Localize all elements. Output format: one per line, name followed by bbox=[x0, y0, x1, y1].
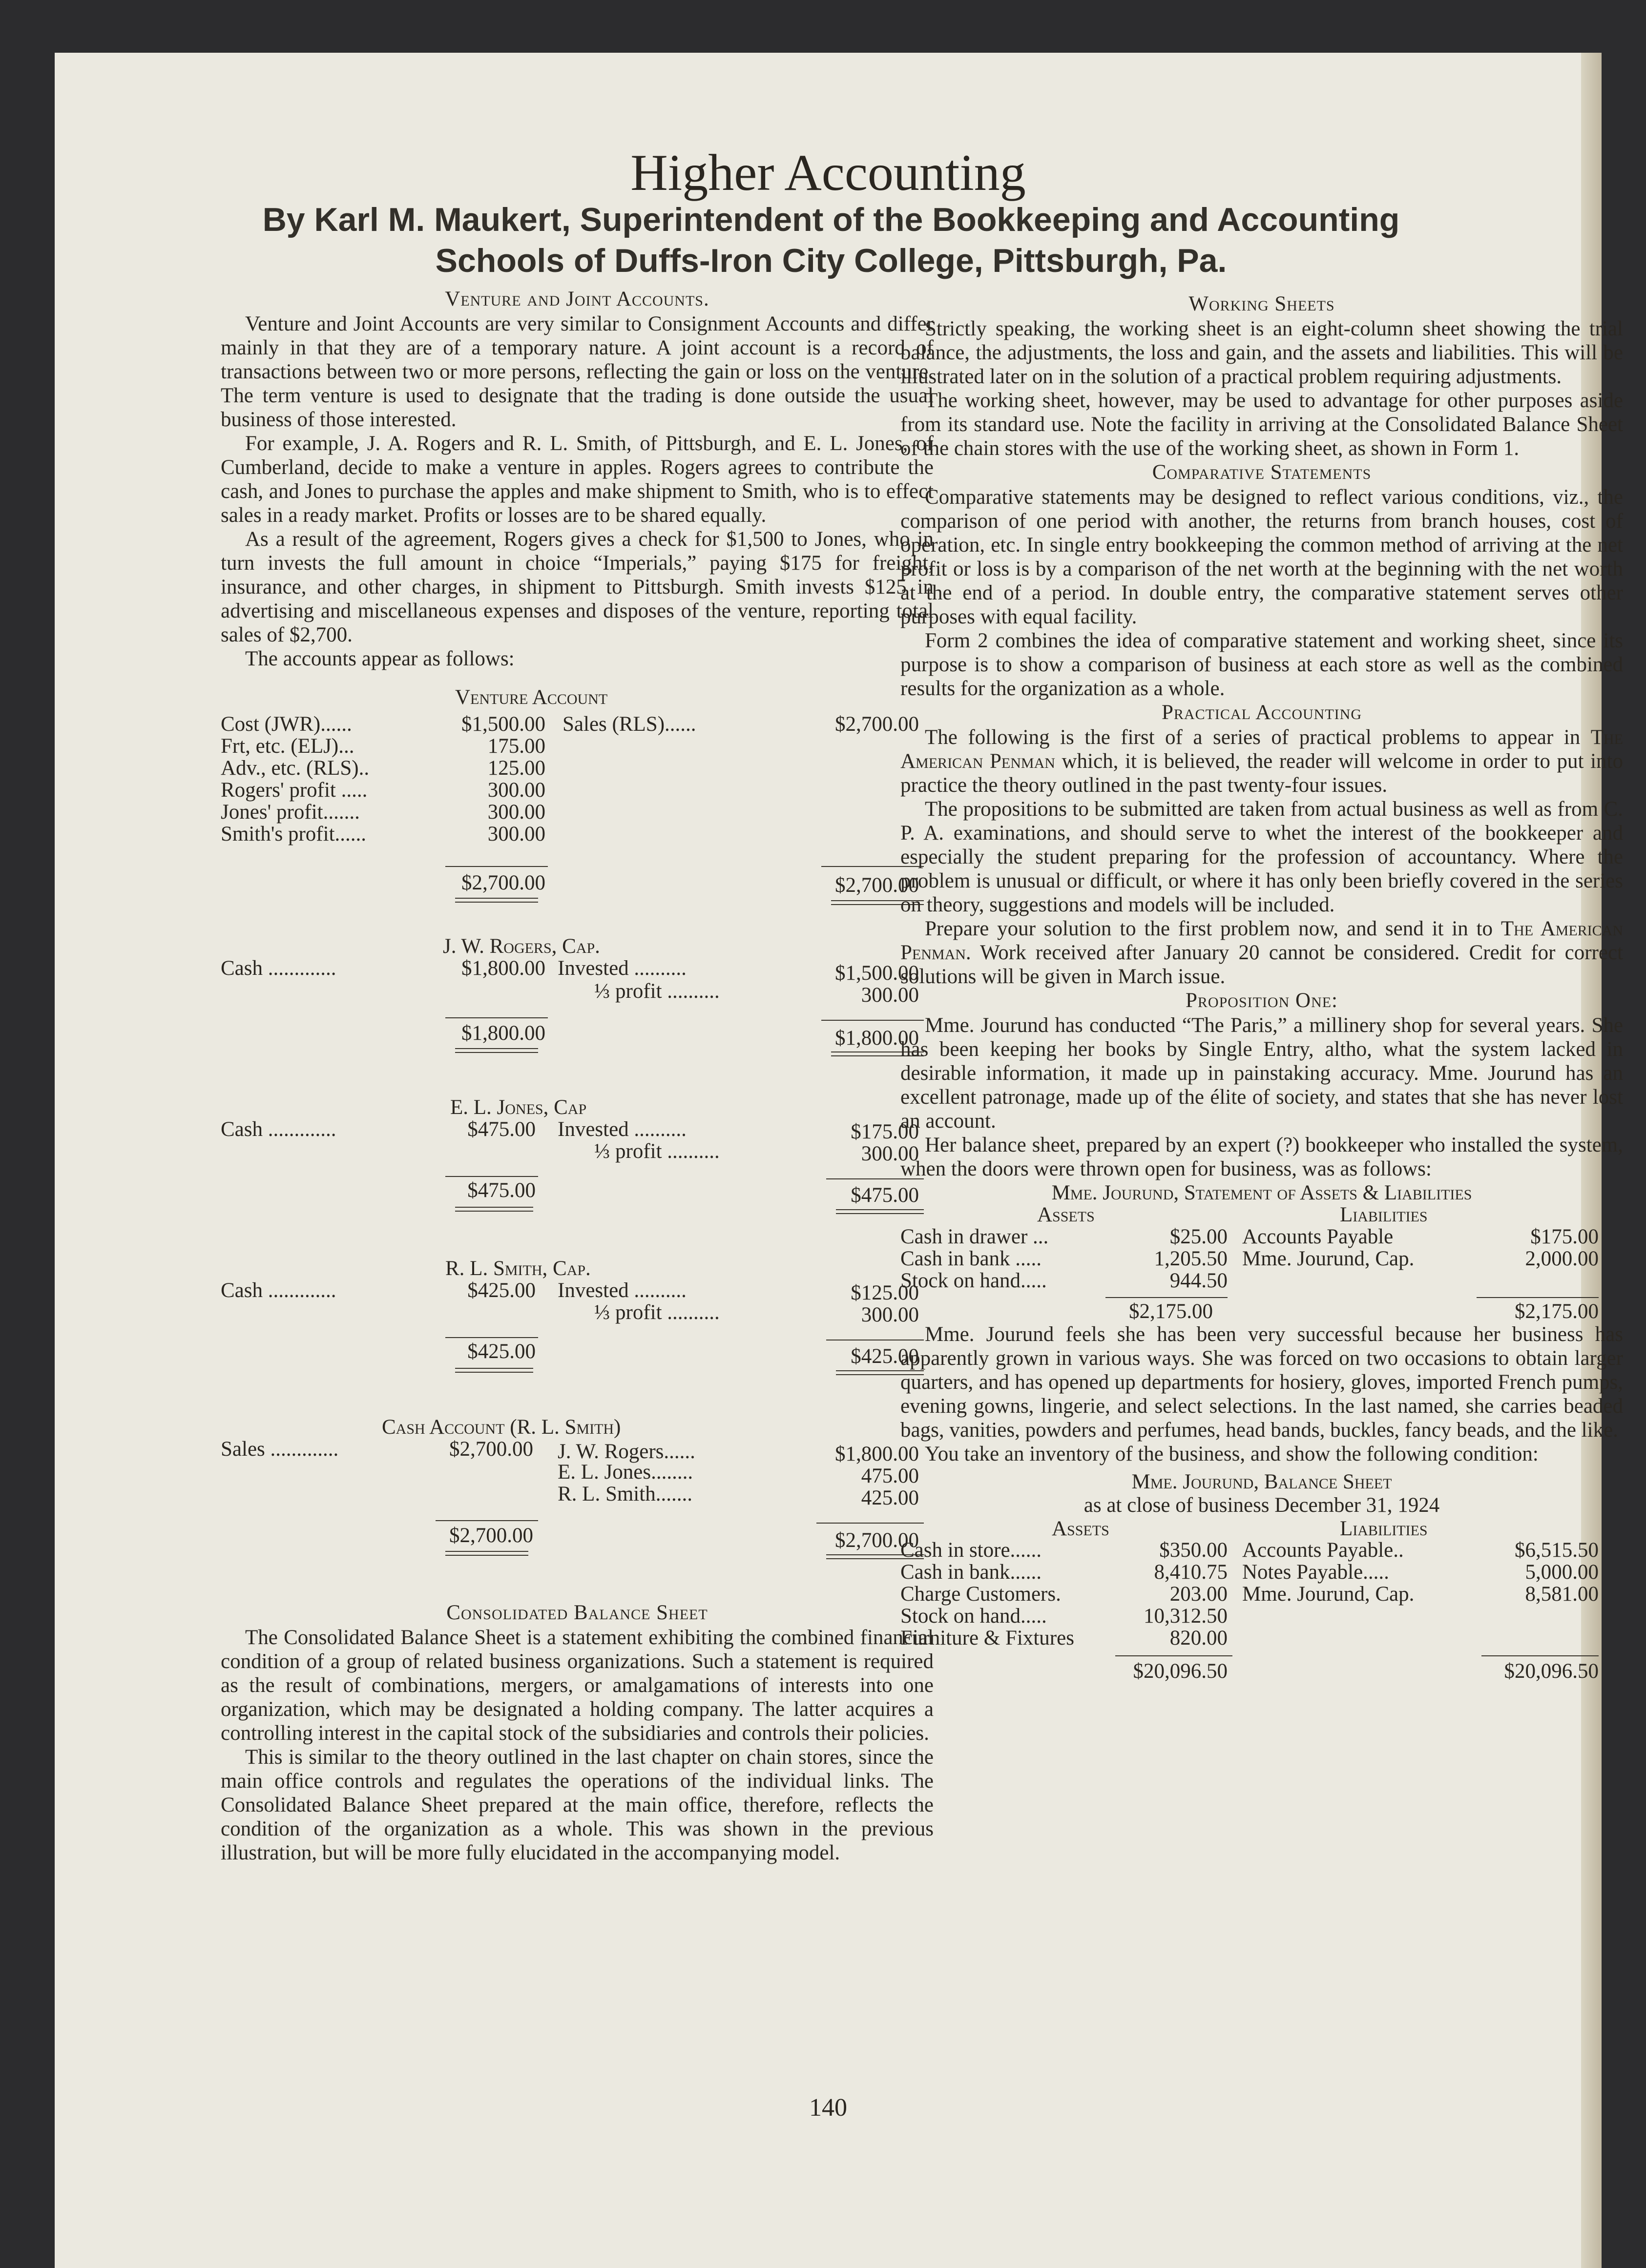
total-rule bbox=[1477, 1297, 1599, 1298]
balance-sheet bbox=[900, 1470, 1623, 1694]
asset-label: Stock on hand..... bbox=[900, 1605, 1047, 1628]
paragraph: The propositions to be submitted are taken from actual business as well as from C. P. A. examinations, and should serve to whet the interest of the bookkeeper and especially the student preparing for the profession of accountancy. Where the problem is unusual or difficult, or where it has only been briefly covered in the series on theory, suggestions and models will be included. bbox=[900, 798, 1623, 916]
total-rule bbox=[1105, 1297, 1228, 1298]
asset-label: Charge Customers. bbox=[900, 1583, 1061, 1606]
section-heading: Venture and Joint Accounts. bbox=[445, 288, 709, 310]
section-heading: Working Sheets bbox=[1188, 292, 1335, 315]
liabilities-heading: Liabilities bbox=[1340, 1517, 1428, 1540]
asset-label: Cash in store...... bbox=[900, 1539, 1042, 1562]
asset-amount: 820.00 bbox=[1169, 1627, 1228, 1649]
balance-sheet-heading: Mme. Jourund, Balance Sheet bbox=[1131, 1470, 1392, 1493]
ledger-total: $475.00 bbox=[851, 1184, 919, 1207]
liabilities-heading: Liabilities bbox=[1340, 1203, 1428, 1226]
asset-label: Cash in bank ..... bbox=[900, 1247, 1042, 1270]
total-rule bbox=[445, 1017, 548, 1018]
asset-amount: 944.50 bbox=[1169, 1269, 1228, 1292]
total-rule bbox=[1115, 1655, 1232, 1656]
ledger-total: $1,800.00 bbox=[835, 1027, 919, 1050]
liability-amount: 5,000.00 bbox=[1525, 1561, 1599, 1584]
paragraph: For example, J. A. Rogers and R. L. Smith, of Pittsburgh, and E. L. Jones, of Cumberland, decide to make a venture in apples. Rogers agrees to contribute the cash, and Jones to purchase the apples and make shipment to Smith, who is to effect sales in a ready market. Profits or losses are to be shared equally. bbox=[221, 432, 934, 527]
ledger-label: Jones' profit....... bbox=[221, 801, 360, 824]
ledger-amount: $1,800.00 bbox=[461, 957, 545, 980]
magazine-name: The American Penman bbox=[900, 726, 1623, 773]
liability-label: Notes Payable..... bbox=[1242, 1561, 1389, 1584]
ledger-label: Rogers' profit ..... bbox=[221, 779, 368, 802]
ledger-label: Invested .......... bbox=[558, 1279, 687, 1302]
ledger-label: E. L. Jones........ bbox=[558, 1461, 693, 1484]
ledger-amount: 475.00 bbox=[861, 1464, 919, 1487]
paragraph-text: Work received after January 20 cannot be considered. Credit for correct solutions will be given in March issue. bbox=[900, 941, 1623, 988]
section-heading: Practical Accounting bbox=[1161, 701, 1362, 724]
ledger-amount: 125.00 bbox=[487, 757, 545, 780]
ledger-amount: 300.00 bbox=[487, 823, 545, 845]
assets-heading: Assets bbox=[1037, 1203, 1095, 1226]
ledger-amount: $2,700.00 bbox=[835, 713, 919, 736]
paragraph: The working sheet, however, may be used to advantage for other purposes aside from its standard use. Note the facility in arriving at the Consolidated Balance Sheet of the chain stores with the use of the working sheet, as shown in Form 1. bbox=[900, 389, 1623, 460]
assets-total: $20,096.50 bbox=[1133, 1660, 1228, 1683]
ledger-total: $475.00 bbox=[467, 1179, 536, 1202]
ledger-amount: 175.00 bbox=[487, 735, 545, 758]
ledger-amount: $125.00 bbox=[851, 1281, 919, 1304]
asset-label: Cash in bank...... bbox=[900, 1561, 1042, 1584]
asset-amount: 203.00 bbox=[1169, 1583, 1228, 1606]
ledger-label: J. W. Rogers...... bbox=[558, 1440, 695, 1463]
balance-sheet-date: as at close of business December 31, 1924 bbox=[1083, 1494, 1440, 1517]
ledger-label: Cash ............. bbox=[221, 1279, 336, 1302]
ledger-label: Invested .......... bbox=[558, 1118, 687, 1141]
account-heading: E. L. Jones, Cap bbox=[450, 1096, 587, 1119]
liability-label: Mme. Jourund, Cap. bbox=[1242, 1247, 1415, 1270]
asset-amount: 8,410.75 bbox=[1154, 1561, 1228, 1584]
paragraph-text: which, it is believed, the reader will welcome in order to put into practice the theory outlined in the past twenty-four issues. bbox=[900, 750, 1623, 797]
ledger-amount: $1,500.00 bbox=[461, 713, 545, 736]
ledger-label: ⅓ profit .......... bbox=[594, 1301, 720, 1324]
ledger-total: $425.00 bbox=[467, 1340, 536, 1363]
ledger-amount: $1,500.00 bbox=[835, 962, 919, 985]
double-rule bbox=[455, 1048, 538, 1053]
liability-label: Mme. Jourund, Cap. bbox=[1242, 1583, 1415, 1606]
journal-page bbox=[55, 53, 1623, 2268]
liability-amount: 2,000.00 bbox=[1525, 1247, 1599, 1270]
liability-amount: 8,581.00 bbox=[1525, 1583, 1599, 1606]
account-heading: Cash Account (R. L. Smith) bbox=[382, 1416, 621, 1439]
paragraph: The accounts appear as follows: bbox=[245, 647, 515, 670]
paragraph bbox=[900, 917, 1623, 989]
paragraph: You take an inventory of the business, and show the following condition: bbox=[925, 1443, 1539, 1465]
ledger-label: Frt, etc. (ELJ)... bbox=[221, 735, 354, 758]
paragraph: Form 2 combines the idea of comparative statement and working sheet, since its purpose is to show a comparison of business at each store as well as the combined results for the organization as a whole. bbox=[900, 629, 1623, 700]
asset-amount: 10,312.50 bbox=[1144, 1605, 1228, 1628]
article-byline: By Karl M. Maukert, Superintendent of the Bookkeeping and Accounting Schools of Duffs-Iron City College, Pittsburgh, Pa. bbox=[262, 201, 1400, 279]
total-rule bbox=[436, 1520, 538, 1521]
ledger-label: Sales (RLS)...... bbox=[563, 713, 696, 736]
paragraph: The Consolidated Balance Sheet is a statement exhibiting the combined financial condition of a group of related business organizations. Such a statement is required as the result of combinations, mergers, or amalgamations of interests into one organization, which may be designated a holding company. The latter acquires a controlling interest in the capital stock of the subsidiaries and controls their policies. bbox=[221, 1626, 934, 1745]
ledger-label: Cost (JWR)...... bbox=[221, 713, 352, 736]
liability-amount: $6,515.50 bbox=[1515, 1539, 1599, 1562]
double-rule bbox=[455, 898, 538, 903]
ledger-label: Cash ............. bbox=[221, 957, 336, 980]
ledger-amount: $1,800.00 bbox=[835, 1443, 919, 1465]
statement-of-assets bbox=[900, 1181, 1623, 1322]
paragraph-text: Prepare your solution to the first problem now, and send it in to bbox=[925, 917, 1501, 940]
paragraph: Mme. Jourund has conducted “The Paris,” a millinery shop for several years. She has been keeping her books by Single Entry, altho, what the system lacked in desirable information, it made up in painstaking accuracy. Mme. Jourund has an excellent patronage, made up of the élite of society, and states that she has never lost an account. bbox=[900, 1014, 1623, 1133]
asset-amount: $25.00 bbox=[1169, 1225, 1228, 1248]
asset-label: Furniture & Fixtures bbox=[900, 1627, 1074, 1649]
paragraph bbox=[900, 725, 1623, 797]
assets-total: $2,175.00 bbox=[1129, 1300, 1213, 1323]
ledger-amount: $2,700.00 bbox=[449, 1438, 533, 1461]
double-rule bbox=[445, 1551, 528, 1556]
total-rule bbox=[445, 866, 548, 867]
liability-label: Accounts Payable bbox=[1242, 1225, 1394, 1248]
page-number: 140 bbox=[809, 2094, 847, 2122]
ledger-label: ⅓ profit .......... bbox=[594, 980, 720, 1003]
liabilities-total: $20,096.50 bbox=[1504, 1660, 1599, 1683]
ledger-label: Sales ............. bbox=[221, 1438, 339, 1461]
ledger-amount: $175.00 bbox=[851, 1120, 919, 1143]
ledger-label: Cash ............. bbox=[221, 1118, 336, 1141]
ledger-label: Smith's profit...... bbox=[221, 823, 367, 845]
ledger-total: $2,700.00 bbox=[461, 871, 545, 894]
ledger-amount: 300.00 bbox=[861, 984, 919, 1007]
paragraph: Comparative statements may be designed to reflect various conditions, viz., the comparison of one period with another, the returns from branch houses, cost of operation, etc. In single entry bookkeeping the common method of arriving at the net profit or loss is by a comparison of the net worth at the beginning with the net worth at the end of a period. In double entry, the comparative statement serves other purposes with equal facility. bbox=[900, 486, 1623, 628]
cash-account bbox=[221, 1415, 934, 1601]
assets-heading: Assets bbox=[1052, 1517, 1109, 1540]
liability-label: Accounts Payable.. bbox=[1242, 1539, 1404, 1562]
account-heading: R. L. Smith, Cap. bbox=[445, 1257, 591, 1280]
article-title: Higher Accounting bbox=[630, 144, 1026, 201]
ledger-label: ⅓ profit .......... bbox=[594, 1140, 720, 1163]
account-heading: J. W. Rogers, Cap. bbox=[443, 935, 600, 958]
paragraph: Her balance sheet, prepared by an expert (?) bookkeeper who installed the system, when the doors were thrown open for business, was as follows: bbox=[900, 1134, 1623, 1180]
asset-amount: 1,205.50 bbox=[1154, 1247, 1228, 1270]
ledger-total: $2,700.00 bbox=[835, 874, 919, 897]
section-heading: Proposition One: bbox=[1186, 989, 1338, 1012]
ledger-total: $1,800.00 bbox=[461, 1022, 545, 1045]
magazine-name: The American Penman. bbox=[900, 917, 1623, 964]
ledger-label: R. L. Smith....... bbox=[558, 1483, 692, 1505]
ledger-total: $425.00 bbox=[851, 1345, 919, 1368]
total-rule bbox=[445, 1337, 538, 1338]
account-heading: Venture Account bbox=[455, 686, 608, 709]
paragraph-text: The following is the first of a series of practical problems to appear in bbox=[925, 726, 1591, 749]
ledger-amount: 300.00 bbox=[861, 1303, 919, 1326]
double-rule bbox=[455, 1368, 533, 1373]
jones-capital-account bbox=[221, 1095, 934, 1257]
ledger-total: $2,700.00 bbox=[835, 1529, 919, 1552]
ledger-amount: 425.00 bbox=[861, 1486, 919, 1509]
ledger-amount: 300.00 bbox=[487, 801, 545, 824]
paragraph: Venture and Joint Accounts are very similar to Consignment Accounts and differ mainly in that they are of a temporary nature. A joint account is a record of transactions between two or more persons, reflecting the gain or loss on the venture. The term venture is used to designate that the trading is done outside the usual business of those interested. bbox=[221, 312, 934, 431]
section-heading: Consolidated Balance Sheet bbox=[446, 1601, 708, 1624]
asset-label: Cash in drawer ... bbox=[900, 1225, 1049, 1248]
left-column bbox=[221, 287, 934, 1865]
venture-account bbox=[221, 685, 934, 934]
ledger-label: Invested .......... bbox=[558, 957, 687, 980]
section-heading: Comparative Statements bbox=[1152, 461, 1372, 484]
ledger-amount: 300.00 bbox=[861, 1142, 919, 1165]
statement-heading: Mme. Jourund, Statement of Assets & Liabilities bbox=[1051, 1181, 1472, 1204]
paragraph: As a result of the agreement, Rogers gives a check for $1,500 to Jones, who in turn invests the full amount in choice “Imperials,” paying $175 for freight, insurance, and other charges, in shipment to Pittsburgh. Smith invests $125 in advertising and miscellaneous expenses and disposes of the venture, reporting total sales of $2,700. bbox=[221, 528, 934, 646]
ledger-label: Adv., etc. (RLS).. bbox=[221, 757, 370, 780]
ledger-total: $2,700.00 bbox=[449, 1524, 533, 1547]
total-rule bbox=[445, 1176, 538, 1177]
paragraph: This is similar to the theory outlined in the last chapter on chain stores, since the main office controls and regulates the operations of the individual links. The Consolidated Balance Sheet prepared at the main office, therefore, reflects the condition of the organization as a whole. This was shown in the previous illustration, but will be more fully elucidated in the accompanying model. bbox=[221, 1746, 934, 1864]
right-column bbox=[900, 292, 1623, 1694]
asset-amount: $350.00 bbox=[1159, 1539, 1228, 1562]
liability-amount: $175.00 bbox=[1530, 1225, 1599, 1248]
ledger-amount: $475.00 bbox=[467, 1118, 536, 1141]
ledger-amount: $425.00 bbox=[467, 1279, 536, 1302]
total-rule bbox=[1481, 1655, 1599, 1656]
rogers-capital-account bbox=[221, 934, 934, 1095]
ledger-amount: 300.00 bbox=[487, 779, 545, 802]
paragraph: Mme. Jourund feels she has been very successful because her business has apparently grown in various ways. She was forced on two occasions to obtain larger quarters, and has opened up departments for hosiery, gloves, imported French pumps, evening gowns, lingerie, and select selections. In the last named, she carries beaded bags, vanities, powders and perfumes, head bands, buckles, fancy beads, and the like. bbox=[900, 1323, 1623, 1442]
double-rule bbox=[455, 1207, 533, 1212]
asset-label: Stock on hand..... bbox=[900, 1269, 1047, 1292]
liabilities-total: $2,175.00 bbox=[1515, 1300, 1599, 1323]
smith-capital-account bbox=[221, 1257, 934, 1415]
paragraph: Strictly speaking, the working sheet is an eight-column sheet showing the trial balance, the adjustments, the loss and gain, and the assets and liabilities. This will be illustrated later on in the solution of a practical problem requiring adjustments. bbox=[900, 317, 1623, 388]
